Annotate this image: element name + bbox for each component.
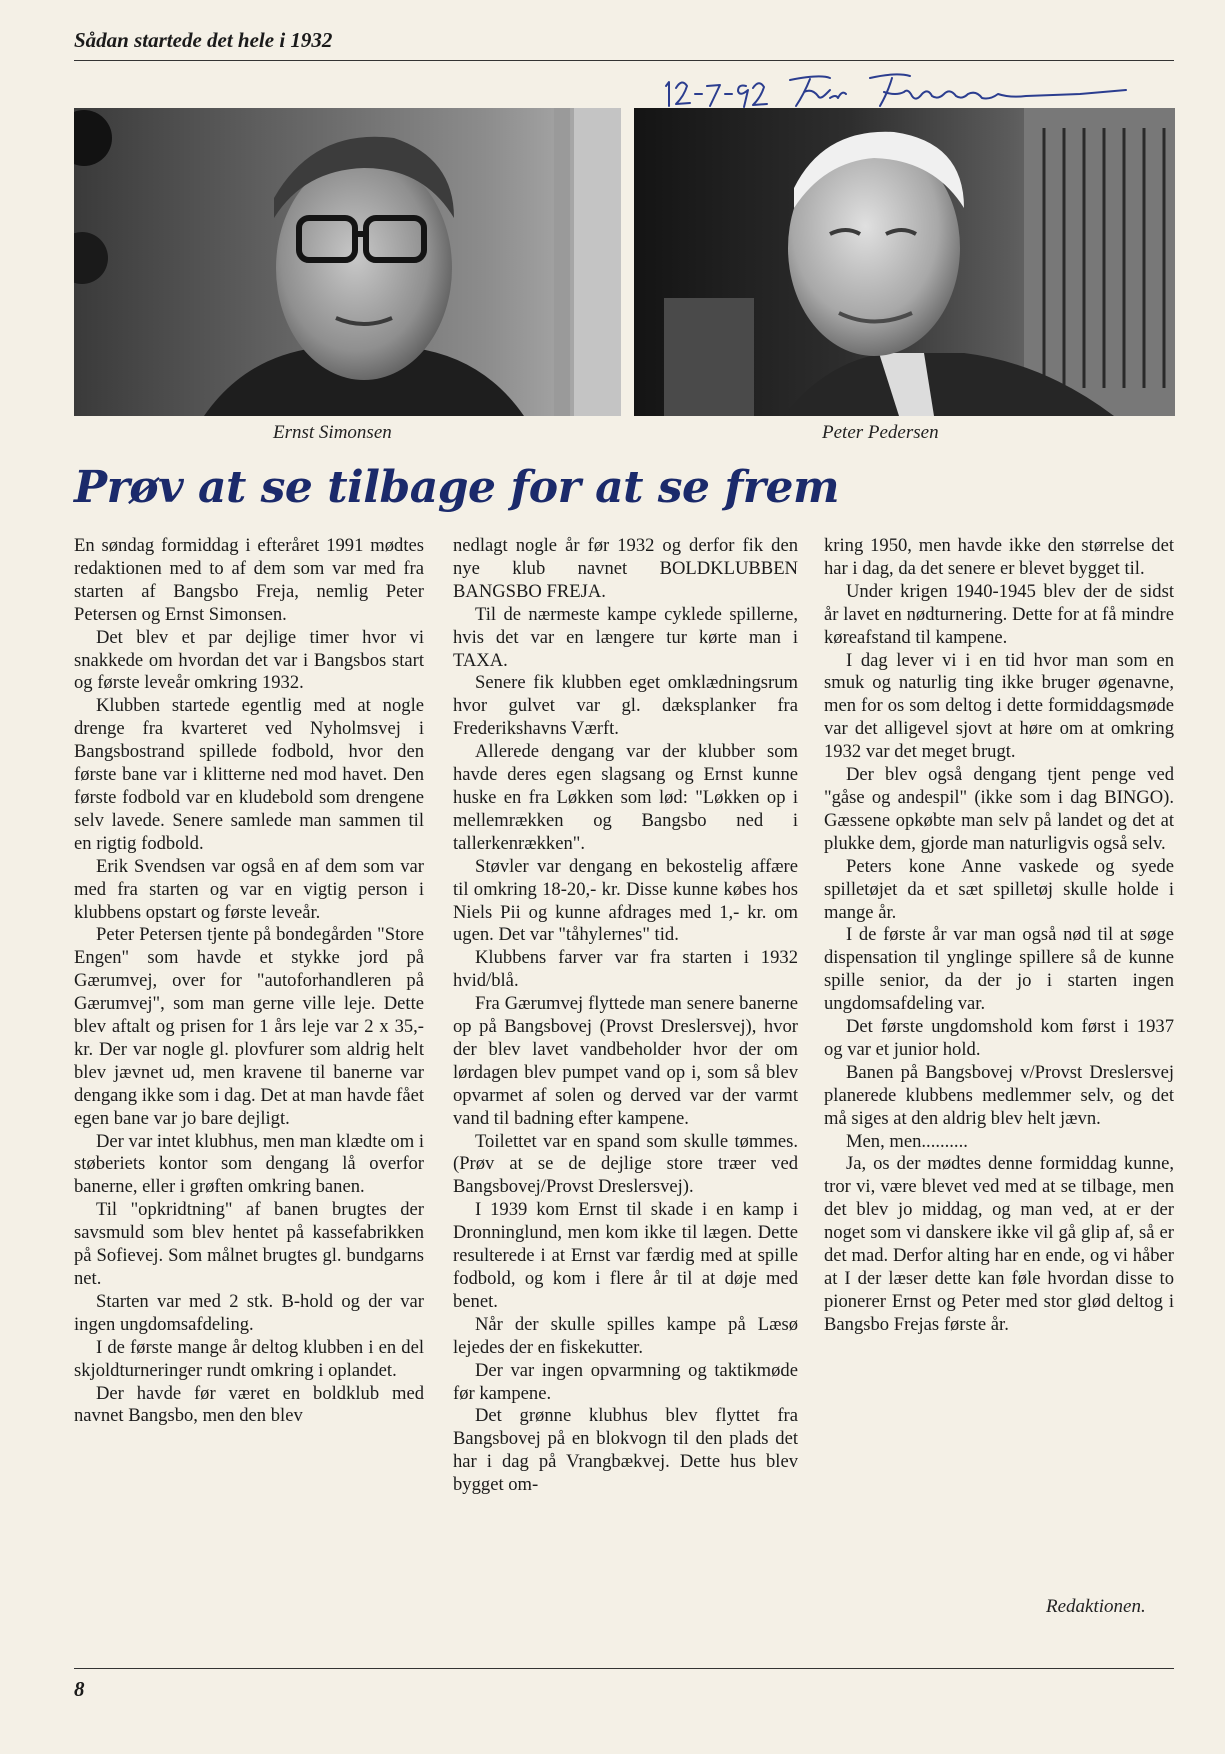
- paragraph: Erik Svendsen var også en af dem som var med fra starten og var en vigtig person i klubbens opstart og første leveår.: [74, 855, 424, 923]
- paragraph: Til de nærmeste kampe cyklede spillerne, hvis det var en længere tur kørte man i TAXA.: [453, 603, 798, 671]
- article-column-2: [453, 535, 798, 1497]
- paragraph: Klubben startede egentlig med at nogle drenge fra kvarteret ved Nyholmsvej i Bangsbostrand spillede fodbold, hvor den første bane var i klitterne ned mod havet. Den første fodbold var en kludebold som drengene selv lavede. Senere samlede man sammen til en rigtig fodbold.: [74, 695, 424, 854]
- paragraph: Når der skulle spilles kampe på Læsø lejedes der en fiskekutter.: [453, 1313, 798, 1358]
- paragraph: Starten var med 2 stk. B-hold og der var ingen ungdomsafdeling.: [74, 1290, 424, 1335]
- paragraph: I dag lever vi i en tid hvor man som en smuk og naturlig ting ikke bruger øgenavne, men for os som deltog i dette formiddagsmøde var det alligevel sjovt at høre om at omkring 1932 var det meget brugt.: [824, 649, 1174, 763]
- paragraph: Det grønne klubhus blev flyttet fra Bangsbovej på en blokvogn til den plads det har i dag på Vrangbækvej. Dette hus blev bygget om-: [453, 1405, 798, 1496]
- paragraph: Støvler var dengang en bekostelig affære til omkring 18-20,- kr. Disse kunne købes hos Niels Pii og kunne afdrages med 1,- kr. om ugen. Det var "tåhylernes" tid.: [453, 855, 798, 946]
- photo-caption-right: Peter Pedersen: [822, 422, 939, 443]
- header-rule: [74, 60, 1174, 61]
- paragraph: Ja, os der mødtes denne formiddag kunne, tror vi, være blevet ved med at se tilbage, men det blev jo middag, og man ved, at er der noget som vi danskere ikke vil gå glip af, så er det mad. Derfor alting har en ende, og vi håber at I der læser dette kan føle hvordan disse to pionerer Ernst og Peter med stor glød deltog i Bangsbo Frejas første år.: [824, 1153, 1174, 1335]
- paragraph: I 1939 kom Ernst til skade i en kamp i Dronninglund, men kom ikke til lægen. Dette resulterede i at Ernst var færdig med at spille fodbold, og kom i flere år til at døje med benet.: [453, 1199, 798, 1312]
- paragraph: Banen på Bangsbovej v/Provst Dreslersvej planerede klubbens medlemmer selv, og det må siges at den aldrig blev helt jævn.: [824, 1061, 1174, 1129]
- paragraph: Senere fik klubben eget omklædningsrum hvor gulvet var gl. dæksplanker fra Frederikshavns Værft.: [453, 672, 798, 740]
- photo-ernst-simonsen: [74, 108, 621, 416]
- paragraph: Der havde før været en boldklub med navnet Bangsbo, men den blev: [74, 1382, 424, 1427]
- photo-caption-left: Ernst Simonsen: [273, 422, 392, 443]
- footer-rule: [74, 1668, 1174, 1669]
- paragraph: I de første år var man også nød til at søge dispensation til ynglinge spillere så de kunne spille senior, da der jo i starten ingen ungdomsafdeling var.: [824, 924, 1174, 1015]
- paragraph: Toilettet var en spand som skulle tømmes. (Prøv at se de dejlige store træer ved Bangsbovej/Provst Dreslersvej).: [453, 1130, 798, 1198]
- page-number: 8: [74, 1677, 85, 1701]
- paragraph: Fra Gærumvej flyttede man senere banerne op på Bangsbovej (Provst Dreslersvej), hvor der blev lavet vandbeholder hvor der om lørdagen blev pumpet vand op i, som så blev opvarmet af solen og derved var der varmt vand til badning efter kampene.: [453, 993, 798, 1129]
- paragraph: Klubbens farver var fra starten i 1932 hvid/blå.: [453, 947, 798, 992]
- paragraph: nedlagt nogle år før 1932 og derfor fik den nye klub navnet BOLDKLUBBEN BANGSBO FREJA.: [453, 535, 798, 602]
- paragraph: Allerede dengang var der klubber som havde deres egen slagsang og Ernst kunne huske en fra Løkken som lød: "Løkken op i mellemrækken og Bangsbo ned i tallerkenrækken".: [453, 741, 798, 854]
- paragraph: kring 1950, men havde ikke den størrelse det har i dag, da det senere er blevet bygget til.: [824, 535, 1174, 579]
- paragraph: Peter Petersen tjente på bondegården "Store Engen" som havde et stykke jord på Gærumvej, over for "autoforhandleren på Gærumvej", som man gerne ville leje. Dette blev aftalt og prisen for 1 års leje var 2 x 35,- kr. Der var nogle gl. plovfurer som aldrig helt blev jævnet ud, men kravene til banerne var dengang ikke som i dag. Det at man havde fået egen bane var jo bare dejligt.: [74, 924, 424, 1129]
- paragraph: Men, men..........: [846, 1130, 968, 1152]
- paragraph: En søndag formiddag i efteråret 1991 mødtes redaktionen med to af dem som var med fra starten af Bangsbo Freja, nemlig Peter Petersen og Ernst Simonsen.: [74, 535, 424, 625]
- article-column-1: [74, 535, 424, 1428]
- article-signoff: Redaktionen.: [1046, 1596, 1146, 1617]
- article-column-3: [824, 535, 1174, 1337]
- paragraph: Der var intet klubhus, men man klædte om i støberiets kontor som dengang lå overfor banerne, eller i grøften omkring banen.: [74, 1130, 424, 1198]
- paragraph: Til "opkridtning" af banen brugtes der savsmuld som blev hentet på kassefabrikken på Sofievej. Som målnet brugtes gl. bundgarns net.: [74, 1199, 424, 1289]
- article-headline: Prøv at se tilbage for at se frem: [74, 462, 840, 513]
- paragraph: Peters kone Anne vaskede og syede spilletøjet da et sæt spilletøj skulle holde i mange år.: [824, 855, 1174, 923]
- paragraph: Der var ingen opvarmning og taktikmøde før kampene.: [453, 1359, 798, 1404]
- photo-peter-pedersen: [634, 108, 1175, 416]
- running-head: Sådan startede det hele i 1932: [74, 28, 333, 52]
- paragraph: Det blev et par dejlige timer hvor vi snakkede om hvordan det var i Bangsbos start og første leveår omkring 1932.: [74, 626, 424, 694]
- paragraph: Det første ungdomshold kom først i 1937 og var et junior hold.: [824, 1016, 1174, 1060]
- paragraph: Der blev også dengang tjent penge ved "gåse og andespil" (ikke som i dag BINGO). Gæssene opkøbte man selv på landet og det at plukke dem, gjorde man naturligvis også selv.: [824, 764, 1174, 854]
- paragraph: Under krigen 1940-1945 blev der de sidst år lavet en nødturnering. Dette for at få mindre køreafstand til kampene.: [824, 580, 1174, 648]
- paragraph: I de første mange år deltog klubben i en del skjoldturneringer rundt omkring i oplandet.: [74, 1336, 424, 1381]
